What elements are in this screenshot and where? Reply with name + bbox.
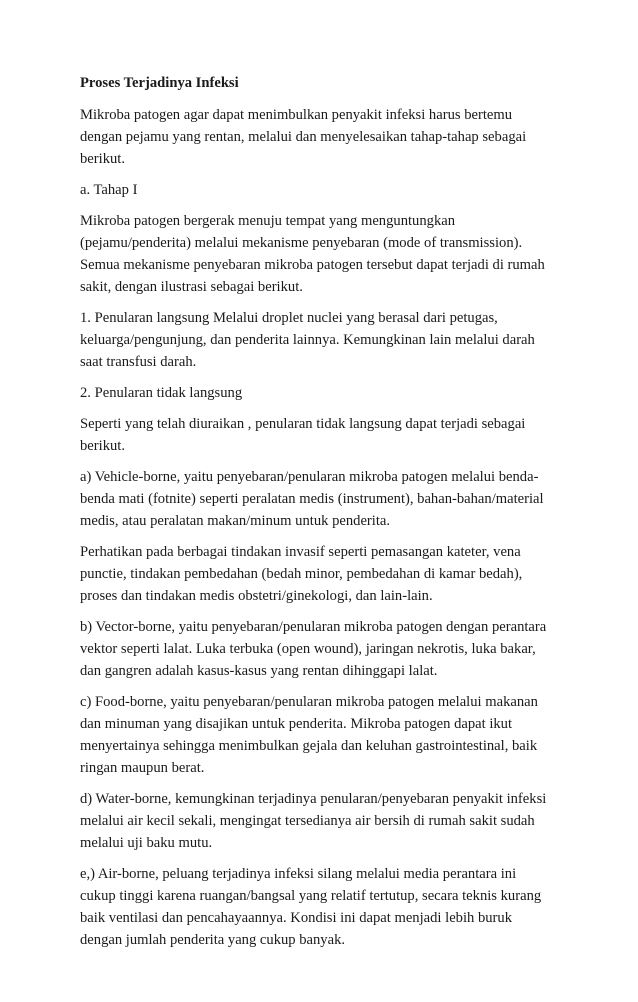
paragraph (80, 210, 575, 298)
text-line: proses dan tindakan medis obstetri/ginekologi, dan lain-lain. (80, 588, 433, 604)
text-line: (pejamu/penderita) melalui mekanisme penyebaran (mode of transmission). (80, 235, 523, 251)
document-page (80, 72, 575, 960)
text-line: saat transfusi darah. (80, 354, 197, 370)
text-line: berikut. (80, 151, 125, 167)
paragraph (80, 541, 575, 607)
document-body (80, 104, 575, 951)
text-line: benda mati (fotnite) seperti peralatan medis (instrument), bahan-bahan/material (80, 491, 544, 507)
text-line: Mikroba patogen agar dapat menimbulkan penyakit infeksi harus bertemu (80, 107, 513, 123)
paragraph (80, 413, 575, 457)
text-line: Seperti yang telah diuraikan , penularan tidak langsung dapat terjadi sebagai (80, 416, 526, 432)
text-line: berikut. (80, 438, 125, 454)
text-line: 2. Penularan tidak langsung (80, 385, 243, 401)
text-line: keluarga/pengunjung, dan penderita lainnya. Kemungkinan lain melalui darah (80, 332, 535, 348)
text-line: baik ventilasi dan pencahayaannya. Kondisi ini dapat menjadi lebih buruk (80, 910, 513, 926)
text-line: Perhatikan pada berbagai tindakan invasif seperti pemasangan kateter, vena (80, 544, 521, 560)
text-line: medis, atau peralatan makan/minum untuk penderita. (80, 513, 391, 529)
document-title: Proses Terjadinya Infeksi (80, 75, 239, 91)
text-line: a) Vehicle-borne, yaitu penyebaran/penularan mikroba patogen melalui benda- (80, 469, 539, 485)
text-line: dengan pejamu yang rentan, melalui dan menyelesaikan tahap-tahap sebagai (80, 129, 527, 145)
text-line: dan gangren adalah kasus-kasus yang rentan dihinggapi lalat. (80, 663, 438, 679)
text-line: menyertainya sehingga menimbulkan gejala dan keluhan gastrointestinal, baik (80, 738, 538, 754)
text-line: dengan jumlah penderita yang cukup banyak. (80, 932, 346, 948)
paragraph (80, 788, 575, 854)
text-line: punctie, tindakan pembedahan (bedah minor, pembedahan di kamar bedah), (80, 566, 523, 582)
paragraph (80, 616, 575, 682)
paragraph (80, 179, 575, 201)
paragraph (80, 382, 575, 404)
paragraph (80, 104, 575, 170)
paragraph (80, 691, 575, 779)
text-line: d) Water-borne, kemungkinan terjadinya penularan/penyebaran penyakit infeksi (80, 791, 547, 807)
text-line: Semua mekanisme penyebaran mikroba patogen tersebut dapat terjadi di rumah (80, 257, 545, 273)
paragraph (80, 466, 575, 532)
text-line: Mikroba patogen bergerak menuju tempat yang menguntungkan (80, 213, 456, 229)
text-line: ringan maupun berat. (80, 760, 205, 776)
text-line: cukup tinggi karena ruangan/bangsal yang relatif tertutup, secara teknis kurang (80, 888, 542, 904)
text-line: melalui uji baku mutu. (80, 835, 213, 851)
text-line: b) Vector-borne, yaitu penyebaran/penularan mikroba patogen dengan perantara (80, 619, 547, 635)
text-line: melalui air kecil sekali, mengingat tersedianya air bersih di rumah sakit sudah (80, 813, 535, 829)
text-line: 1. Penularan langsung Melalui droplet nuclei yang berasal dari petugas, (80, 310, 498, 326)
paragraph (80, 863, 575, 951)
text-line: c) Food-borne, yaitu penyebaran/penularan mikroba patogen melalui makanan (80, 694, 538, 710)
text-line: sakit, dengan ilustrasi sebagai berikut. (80, 279, 303, 295)
paragraph (80, 307, 575, 373)
text-line: dan minuman yang disajikan untuk penderita. Mikroba patogen dapat ikut (80, 716, 513, 732)
text-line: a. Tahap I (80, 182, 138, 198)
text-line: e,) Air-borne, peluang terjadinya infeksi silang melalui media perantara ini (80, 866, 517, 882)
text-line: vektor seperti lalat. Luka terbuka (open wound), jaringan nekrotis, luka bakar, (80, 641, 536, 657)
